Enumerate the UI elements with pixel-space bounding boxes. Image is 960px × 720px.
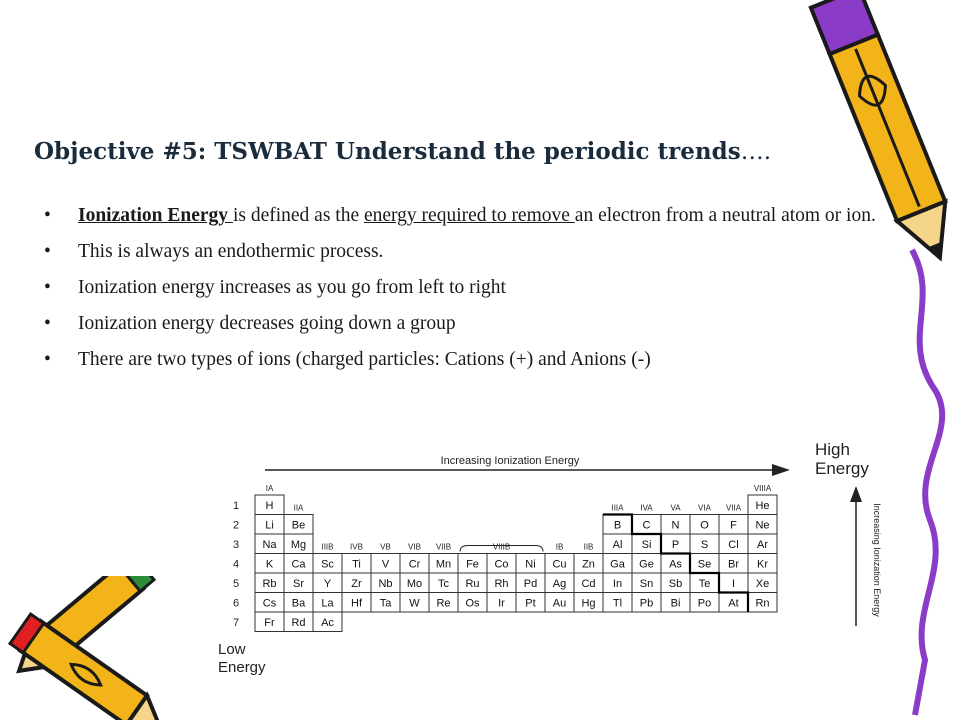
bullet-text: is defined as the — [232, 205, 364, 226]
element-symbol: Po — [697, 597, 712, 610]
element-symbol: Re — [436, 597, 451, 610]
high-energy-label: High — [815, 440, 850, 459]
element-symbol: Al — [612, 539, 623, 551]
low-energy-label: Low — [218, 641, 246, 658]
element-symbol: Ge — [639, 558, 654, 571]
slide-title-ellipsis: …. — [740, 139, 771, 165]
element-symbol: Na — [262, 539, 277, 551]
element-symbol: Ir — [498, 597, 505, 610]
element-symbol: Hg — [581, 597, 596, 610]
element-symbol: Zr — [351, 578, 362, 590]
group-label: IVB — [350, 542, 363, 552]
element-symbol: Xe — [755, 578, 770, 590]
element-symbol: Cr — [408, 558, 421, 571]
element-symbol: O — [700, 519, 709, 532]
element-symbol: Cs — [262, 597, 277, 610]
element-symbol: Mo — [406, 578, 423, 590]
element-symbol: La — [321, 597, 334, 610]
element-symbol: In — [612, 578, 623, 590]
crossed-pencils-clipart-icon — [0, 576, 200, 720]
group-label: IIA — [293, 503, 304, 513]
element-symbol: Y — [323, 578, 332, 590]
group-label: IIIB — [321, 542, 334, 552]
group-label: VIB — [408, 542, 421, 552]
element-symbol: Kr — [757, 558, 768, 571]
element-symbol: Ti — [352, 558, 361, 571]
element-symbol: Nb — [378, 578, 393, 590]
element-symbol: C — [642, 519, 651, 532]
low-energy-label: Energy — [218, 659, 266, 676]
element-symbol: Si — [641, 539, 652, 551]
bullet-dot-icon: • — [44, 277, 51, 298]
group-label: VB — [380, 542, 391, 552]
term-ionization-energy: Ionization Energy — [78, 205, 233, 226]
element-symbol: F — [730, 519, 737, 532]
element-symbol: He — [755, 500, 770, 512]
pencil-clipart-icon — [800, 0, 960, 720]
bullet-text: This is always an endothermic process. — [78, 241, 384, 262]
high-energy-label: Energy — [815, 459, 869, 478]
element-symbol: Fr — [264, 617, 275, 629]
bullet-dot-icon: • — [44, 205, 51, 226]
element-symbol: Ag — [552, 578, 567, 590]
group-label: VA — [670, 503, 681, 513]
bullet-text: an electron from a neutral atom or ion. — [574, 205, 876, 226]
element-symbol: As — [669, 558, 682, 571]
element-symbol: Pt — [525, 597, 536, 610]
element-symbol: Os — [465, 597, 480, 610]
element-symbol: Sc — [321, 558, 334, 571]
group-label: IIIA — [611, 503, 624, 513]
element-symbol: Au — [552, 597, 567, 610]
group-label: VIIB — [435, 542, 452, 552]
element-symbol: Li — [265, 519, 274, 532]
slide-title — [34, 138, 771, 165]
bullet-item — [44, 204, 884, 228]
element-symbol: Cl — [728, 539, 739, 551]
period-number: 2 — [232, 519, 240, 532]
element-symbol: At — [728, 597, 739, 610]
element-symbol: Ga — [610, 558, 625, 571]
element-symbol: S — [700, 539, 709, 551]
element-symbol: Bi — [670, 597, 681, 610]
element-symbol: Ne — [755, 519, 770, 532]
period-number: 5 — [232, 578, 240, 590]
bullet-item — [44, 312, 884, 336]
bullet-text: Ionization energy increases as you go from left to right — [78, 277, 506, 298]
bullet-item — [44, 276, 884, 300]
bullet-item — [44, 240, 884, 264]
bullet-text: Ionization energy decreases going down a group — [78, 313, 456, 334]
group-label: IIB — [583, 542, 594, 552]
bullet-text: There are two types of ions (charged particles: Cations (+) and Anions (-) — [78, 349, 651, 370]
element-symbol: Rd — [291, 617, 306, 629]
element-symbol: W — [409, 597, 420, 610]
period-number: 7 — [232, 617, 240, 629]
element-symbol: Mn — [435, 558, 452, 571]
element-symbol: Cd — [581, 578, 596, 590]
element-symbol: Sb — [668, 578, 683, 590]
element-symbol: Zn — [582, 558, 595, 571]
bullet-list — [44, 204, 884, 384]
group-label: VIIA — [725, 503, 742, 513]
group-label: VIIIA — [753, 484, 772, 493]
element-symbol: Ar — [757, 539, 768, 551]
element-symbol: Hf — [351, 597, 362, 610]
element-symbol: Ac — [321, 617, 334, 629]
periodic-table-svg — [210, 440, 900, 690]
period-number: 1 — [232, 500, 240, 512]
element-symbol: Mg — [290, 539, 307, 551]
element-symbol: Pb — [639, 597, 654, 610]
element-symbol: Se — [697, 558, 712, 571]
slide-title-text: Objective #5: TSWBAT Understand the periodic trends — [34, 138, 741, 165]
ionization-arrow-head-icon — [772, 464, 790, 476]
group-label: IVA — [640, 503, 653, 513]
element-symbol: Ca — [291, 558, 306, 571]
vertical-arrow-label: Increasing Ionization Energy — [872, 503, 882, 617]
element-symbol: B — [613, 519, 622, 532]
element-symbol: K — [265, 558, 274, 571]
group-label: VIIIB — [492, 542, 511, 552]
element-symbol: Be — [291, 519, 306, 532]
element-symbol: Tc — [438, 578, 449, 590]
element-symbol: Br — [728, 558, 739, 571]
group-label: IB — [555, 542, 564, 552]
element-symbol: Cu — [552, 558, 567, 571]
period-number: 6 — [232, 597, 240, 610]
element-symbol: Tl — [612, 597, 623, 610]
group-label: IA — [265, 484, 274, 493]
element-symbol: N — [671, 519, 680, 532]
arrow-label: Increasing Ionization Energy — [440, 455, 580, 467]
bullet-dot-icon: • — [44, 349, 51, 370]
period-number: 4 — [232, 558, 240, 571]
underlined-phrase: energy required to remove — [363, 205, 575, 226]
element-symbol: Pd — [523, 578, 538, 590]
periodic-table-figure — [210, 440, 900, 690]
element-symbol: V — [381, 558, 390, 571]
element-symbol: H — [265, 500, 274, 512]
element-symbol: Co — [494, 558, 509, 571]
element-symbol: Rh — [494, 578, 509, 590]
element-symbol: Sr — [293, 578, 304, 590]
bullet-dot-icon: • — [44, 241, 51, 262]
element-symbol: P — [671, 539, 680, 551]
element-symbol: Ru — [465, 578, 480, 590]
element-symbol: Ta — [379, 597, 392, 610]
element-symbol: Sn — [639, 578, 654, 590]
element-symbol: Fe — [466, 558, 479, 571]
group-label: VIA — [698, 503, 711, 513]
bullet-dot-icon: • — [44, 313, 51, 334]
element-symbol: Ni — [525, 558, 536, 571]
element-symbol: I — [731, 578, 736, 590]
period-number: 3 — [232, 539, 240, 551]
bullet-item — [44, 348, 884, 372]
element-symbol: Rb — [262, 578, 277, 590]
element-symbol: Rn — [755, 597, 770, 610]
element-symbol: Te — [698, 578, 711, 590]
element-symbol: Ba — [291, 597, 306, 610]
